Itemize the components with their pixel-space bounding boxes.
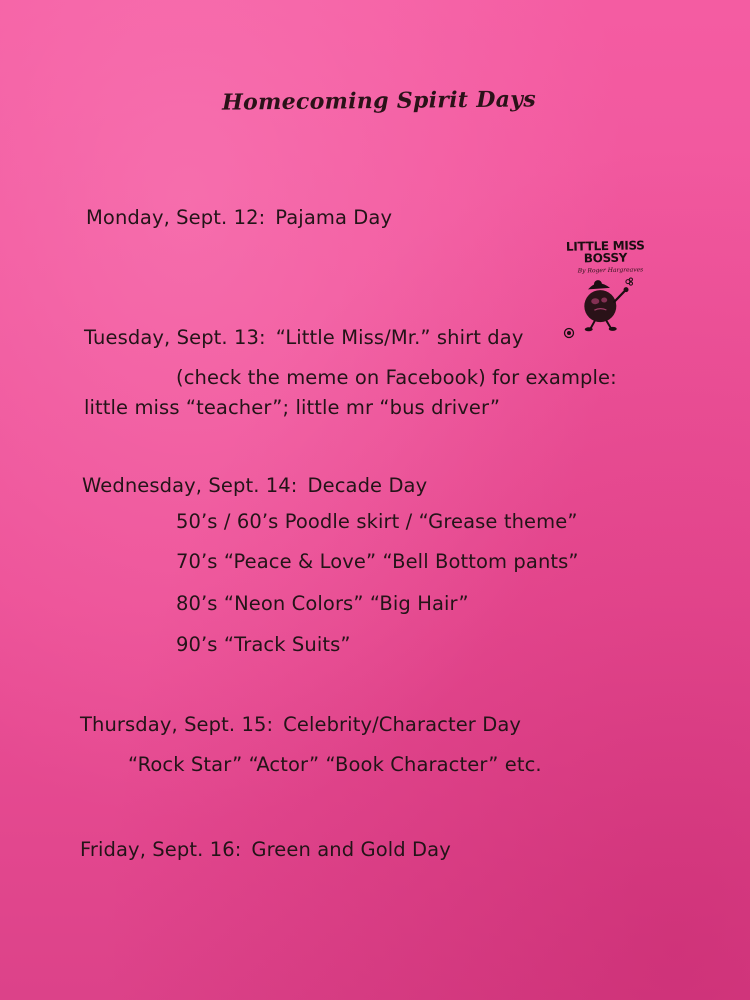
wednesday-note-3: 80’s “Neon Colors” “Big Hair” bbox=[176, 592, 469, 615]
book-title-line1: LITTLE MISS bbox=[565, 238, 645, 254]
day-theme: Decade Day bbox=[307, 474, 428, 497]
wednesday-note-2: 70’s “Peace & Love” “Bell Bottom pants” bbox=[176, 550, 579, 573]
bullet-mark-icon bbox=[563, 327, 575, 339]
day-label: Monday, Sept. 12: bbox=[86, 206, 266, 229]
day-theme: “Little Miss/Mr.” shirt day bbox=[275, 326, 524, 349]
day-label: Tuesday, Sept. 13: bbox=[84, 326, 266, 349]
day-wednesday bbox=[82, 474, 427, 497]
book-author: By Roger Hargreaves bbox=[577, 266, 644, 275]
day-theme: Celebrity/Character Day bbox=[283, 713, 522, 736]
book-cover-title bbox=[559, 239, 651, 265]
day-monday bbox=[86, 206, 392, 229]
day-label: Thursday, Sept. 15: bbox=[80, 713, 274, 736]
day-thursday bbox=[80, 713, 521, 736]
book-title-line2: BOSSY bbox=[583, 250, 628, 266]
thursday-note-1: “Rock Star” “Actor” “Book Character” etc. bbox=[128, 753, 542, 776]
day-label: Wednesday, Sept. 14: bbox=[82, 474, 298, 497]
little-miss-bossy-book-cover bbox=[559, 239, 653, 336]
day-theme: Green and Gold Day bbox=[251, 838, 451, 861]
day-label: Friday, Sept. 16: bbox=[80, 838, 242, 861]
day-friday bbox=[80, 838, 451, 861]
tuesday-note-1: (check the meme on Facebook) for example: bbox=[176, 366, 617, 389]
day-theme: Pajama Day bbox=[275, 206, 393, 229]
wednesday-note-4: 90’s “Track Suits” bbox=[176, 633, 351, 656]
little-miss-bossy-character-icon bbox=[570, 271, 643, 332]
wednesday-note-1: 50’s / 60’s Poodle skirt / “Grease theme” bbox=[176, 510, 578, 533]
day-tuesday bbox=[84, 326, 523, 349]
tuesday-note-2: little miss “teacher”; little mr “bus driver” bbox=[84, 396, 501, 419]
flyer-title: Homecoming Spirit Days bbox=[221, 86, 537, 116]
